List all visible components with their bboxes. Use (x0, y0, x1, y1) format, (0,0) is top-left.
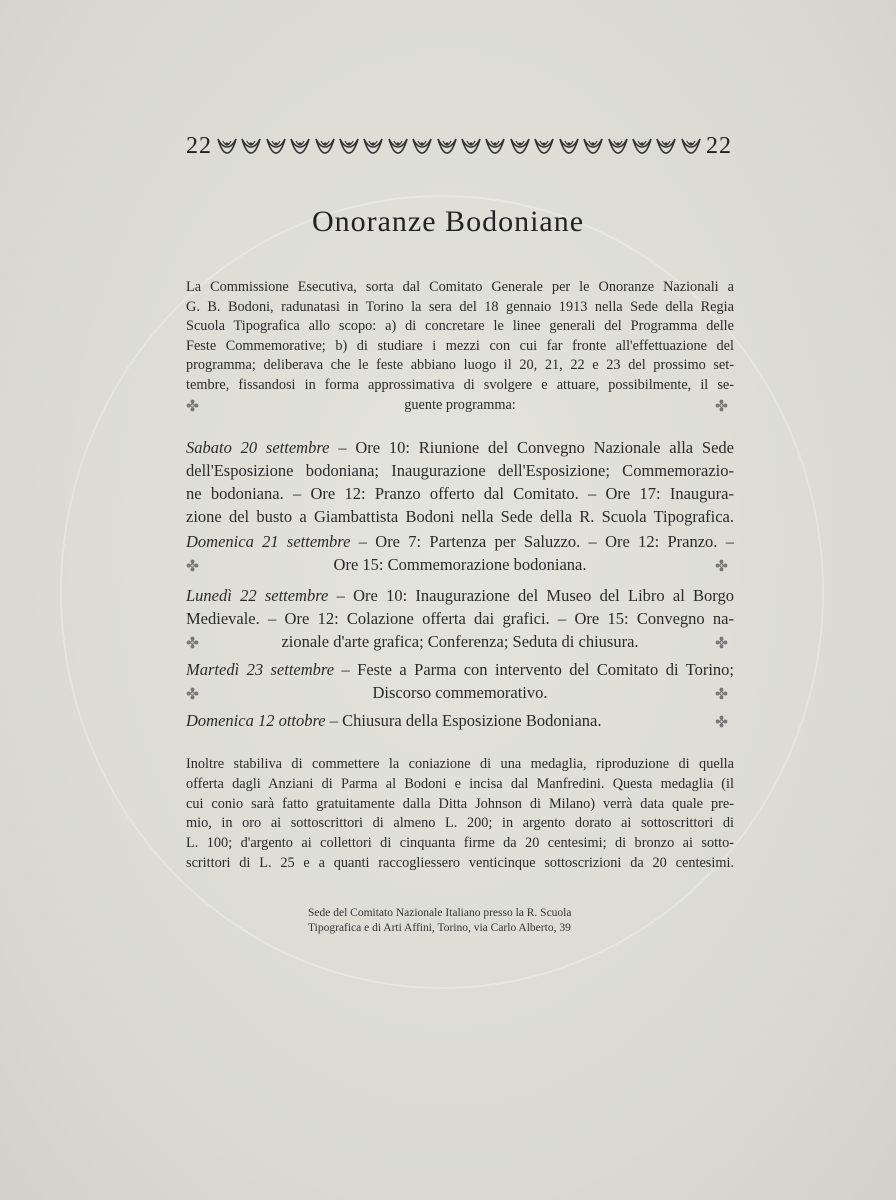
ornament-motif-icon (484, 135, 506, 157)
page-number-right: 22 (706, 132, 732, 159)
flower-ornament-icon (186, 559, 199, 572)
flower-ornament-icon (715, 715, 728, 728)
page-title: Onoranze Bodoniane (311, 205, 585, 238)
ornament-motif-icon (533, 135, 555, 157)
footer-line: Sede del Comitato Nazionale Italiano presso la R. Scuola (308, 907, 572, 919)
footer-line: Tipografica e di Arti Affini, Torino, via Carlo Alberto, 39 (308, 922, 571, 934)
ornament-motif-icon (460, 135, 482, 157)
program-text: Medievale. – Ore 12: Colazione offerta dai grafici. – Ore 15: Convegno na- (186, 609, 734, 628)
program-text: – Chiusura della Esposizione Bodoniana. (325, 711, 602, 730)
ornament-motif-icon (509, 135, 531, 157)
intro-paragraph (186, 278, 734, 415)
program-text: – Feste a Parma con intervento del Comitato di Torino; (334, 660, 734, 679)
closing-paragraph (186, 755, 734, 874)
ornament-motif-icon (216, 135, 238, 157)
closing-line: mio, in oro ai sottoscrittori di almeno L. 200; in argento dorato ai sottoscrittori di (186, 815, 734, 832)
flower-ornament-icon (715, 399, 728, 412)
program-text: zionale d'arte grafica; Conferenza; Seduta di chiusura. (281, 632, 639, 651)
program-text: – Ore 10: Inaugurazione del Museo del Libro al Borgo (328, 586, 734, 605)
ornament-motif-icon (436, 135, 458, 157)
ornament-motif-icon (631, 135, 653, 157)
ornament-motif-icon (680, 135, 702, 157)
ornament-motif-icon (582, 135, 604, 157)
ornament-motif-icon (655, 135, 677, 157)
closing-line: scrittori di L. 25 e a quanti raccogliessero venticinque sottoscrizioni da 20 centesimi. (186, 854, 734, 871)
program-text: Ore 15: Commemorazione bodoniana. (333, 555, 587, 574)
program-text: ne bodoniana. – Ore 12: Pranzo offerto dal Comitato. – Ore 17: Inaugura- (186, 484, 734, 503)
program-text: zione del busto a Giambattista Bodoni nella Sede della R. Scuola Tipografica. (186, 507, 734, 526)
ornamental-border (216, 134, 702, 158)
intro-line-last (186, 396, 734, 416)
flower-ornament-icon (715, 636, 728, 649)
ornament-motif-icon (607, 135, 629, 157)
closing-line: L. 100; d'argento ai collettori di cinquanta firme da 20 centesimi; di bronzo ai sotto- (186, 835, 734, 852)
program-text: Discorso commemorativo. (372, 683, 548, 702)
program-entry-saturday (186, 436, 734, 528)
closing-line: Inoltre stabiliva di commettere la coniazione di una medaglia, riproduzione di quella (186, 756, 734, 772)
program-text: – Ore 10: Riunione del Convegno Nazionale alla Sede (329, 438, 734, 457)
page-header (186, 131, 732, 161)
program-entry-monday (186, 584, 734, 653)
closing-line: cui conio sarà fatto gratuitamente dalla Ditta Johnson di Milano) verrà data quale pre- (186, 795, 734, 812)
flower-ornament-icon (186, 636, 199, 649)
intro-line: tembre, fissandosi in forma approssimativa di svolgere e attuare, possibilmente, il se- (186, 376, 734, 393)
program-entry-sunday (186, 530, 734, 576)
footer-address (308, 906, 638, 936)
flower-ornament-icon (186, 687, 199, 700)
intro-line: programma; deliberava che le feste abbiano luogo il 20, 21, 22 e 23 del prossimo set- (186, 357, 734, 374)
program-day: Domenica 12 ottobre (186, 711, 326, 730)
ornament-motif-icon (362, 135, 384, 157)
ornament-motif-icon (411, 135, 433, 157)
flower-ornament-icon (186, 399, 199, 412)
intro-line: guente programma: (404, 396, 516, 413)
program-day: Sabato 20 settembre (186, 438, 330, 457)
ornament-motif-icon (289, 135, 311, 157)
program-day: Martedì 23 settembre (186, 660, 335, 679)
program-entry-october (186, 709, 734, 732)
closing-line: offerta dagli Anziani di Parma al Bodoni e incisa dal Manfredini. Questa medaglia (il (186, 775, 734, 792)
ornament-motif-icon (558, 135, 580, 157)
page-number-left: 22 (186, 132, 212, 159)
program-day: Lunedì 22 settembre (186, 586, 329, 605)
ornament-motif-icon (338, 135, 360, 157)
intro-line: G. B. Bodoni, radunatasi in Torino la sera del 18 gennaio 1913 nella Sede della Regia (186, 298, 734, 315)
ornament-motif-icon (314, 135, 336, 157)
program-text: – Ore 7: Partenza per Saluzzo. – Ore 12: Pranzo. – (350, 532, 734, 551)
intro-line: La Commissione Esecutiva, sorta dal Comitato Generale per le Onoranze Nazionali a (186, 279, 734, 295)
intro-line: Feste Commemorative; b) di studiare i mezzi con cui far fronte all'effettuazione del (186, 337, 734, 354)
program-entry-tuesday (186, 658, 734, 704)
ornament-motif-icon (240, 135, 262, 157)
ornament-motif-icon (387, 135, 409, 157)
program-day: Domenica 21 settembre (186, 532, 351, 551)
flower-ornament-icon (715, 559, 728, 572)
program-text: dell'Esposizione bodoniana; Inaugurazione dell'Esposizione; Commemorazio- (186, 461, 734, 480)
intro-line: Scuola Tipografica allo scopo: a) di concretare le linee generali del Programma delle (186, 318, 734, 335)
flower-ornament-icon (715, 687, 728, 700)
ornament-motif-icon (265, 135, 287, 157)
